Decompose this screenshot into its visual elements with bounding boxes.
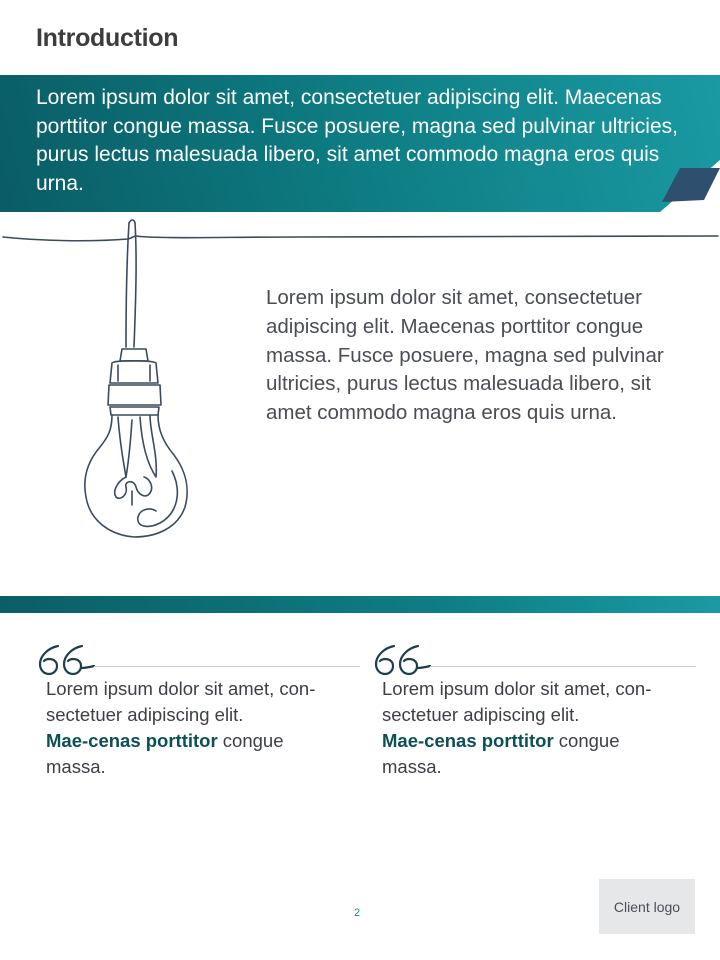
banner-text: Lorem ipsum dolor sit amet, consectetuer adipiscing elit. Maecenas porttitor congue massa. Fusce posuere, magna sed pulvinar ultricies, purus lectus malesuada libero, sit amet commodo magna eros quis urna. xyxy=(36,86,678,195)
client-logo-placeholder: Client logo xyxy=(599,879,695,934)
quote-lead: Lorem ipsum dolor sit amet, con-sectetuer adipiscing elit. xyxy=(46,678,316,725)
quote-mark-icon xyxy=(372,640,434,680)
quote-lead: Lorem ipsum dolor sit amet, con-sectetuer adipiscing elit. xyxy=(382,678,652,725)
quote-text xyxy=(382,676,682,780)
quote-text xyxy=(46,676,346,780)
quote-emphasis: Mae-cenas porttitor xyxy=(46,730,218,751)
quote-rule xyxy=(430,666,696,667)
quote-tail: congue massa. xyxy=(382,730,620,777)
quote-tail: congue massa. xyxy=(46,730,284,777)
page-number: 2 xyxy=(354,907,361,919)
page-title: Introduction xyxy=(36,24,179,52)
quote-rule xyxy=(94,666,360,667)
body-paragraph: Lorem ipsum dolor sit amet, consectetuer adipiscing elit. Maecenas porttitor congue massa. Fusce posuere, magna sed pulvinar ultricies, purus lectus malesuada libero, sit amet commodo magna eros quis urna. xyxy=(266,286,664,425)
quote-mark-icon xyxy=(36,640,98,680)
section-divider-band xyxy=(0,596,720,613)
quote-emphasis: Mae-cenas porttitor xyxy=(382,730,554,751)
